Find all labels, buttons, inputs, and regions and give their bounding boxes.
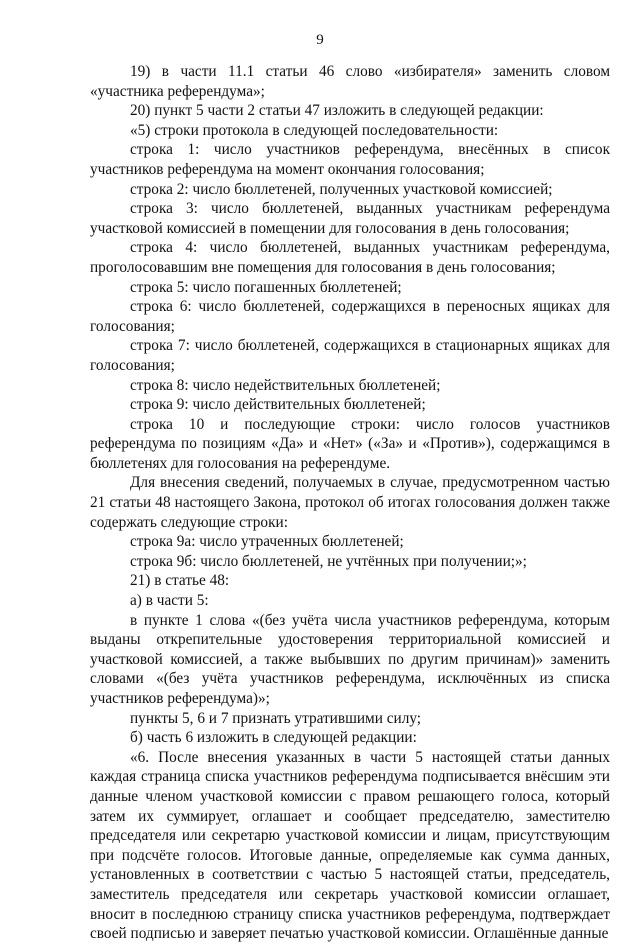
paragraph-point-1-change: в пункте 1 слова «(без учёта числа участников референдума, которым выданы открепительные удостоверения территориальной комиссией и участковой комиссией, а также выбывших по другим причинам)» заменить словами «(без учёта участников референдума, исключённых из списка участников референдума)»; [90,611,610,707]
document-body [90,62,610,944]
paragraph-line-8: строка 8: число недействительных бюллетеней; [130,376,441,394]
paragraph-line-3: строка 3: число бюллетеней, выданных участникам референдума участковой комиссией в помещении для голосования в день голосования; [90,200,610,237]
paragraph-line-5: строка 5: число погашенных бюллетеней; [130,278,402,296]
paragraph-line-7: строка 7: число бюллетеней, содержащихся в стационарных ящиках для голосования; [90,337,610,374]
paragraph-line-9: строка 9: число действительных бюллетеней; [130,396,426,414]
paragraph-part-6-text: «6. После внесения указанных в части 5 настоящей статьи данных каждая страница списка участников референдума подписывается внёсшим эти данные членом участковой комиссии с правом решающего голоса, который затем их суммирует, оглашает и сообщает председателю, заместителю председателя или секретарю участковой комиссии и лицам, присутствующим при подсчёте голосов. Итоговые данные, определяемые как сумма данных, установленных в соответствии с частью 5 настоящей статьи, председатель, заместитель председателя или секретарь участковой комиссии оглашает, вносит в последнюю страницу списка участников референдума, подтверждает своей подписью и заверяет печатью участковой комиссии. Оглашённые данные [90,748,610,943]
paragraph-line-10: строка 10 и последующие строки: число голосов участников референдума по позициям «Да» и «Нет» («За» и «Против»), содержащимся в бюллетенях для голосования на референдуме. [90,415,610,472]
paragraph-protocol-lines: «5) строки протокола в следующей последовательности: [130,121,499,139]
paragraph-additional-lines: Для внесения сведений, получаемых в случае, предусмотренном частью 21 статьи 48 настоящего Закона, протокол об итогах голосования должен также содержать следующие строки: [90,474,610,531]
paragraph-line-9a: строка 9а: число утраченных бюллетеней; [130,533,404,551]
paragraph-line-2: строка 2: число бюллетеней, полученных участковой комиссией; [130,180,553,198]
paragraph-subitem-b: б) часть 6 изложить в следующей редакции: [130,729,417,747]
paragraph-item-21: 21) в статье 48: [130,572,230,590]
paragraph-item-20: 20) пункт 5 части 2 статьи 47 изложить в следующей редакции: [130,102,544,120]
paragraph-points-repealed: пункты 5, 6 и 7 признать утратившими силу; [130,709,422,727]
paragraph-line-9b: строка 9б: число бюллетеней, не учтённых при получении;»; [130,552,527,570]
paragraph-line-6: строка 6: число бюллетеней, содержащихся в переносных ящиках для голосования; [90,298,610,335]
paragraph-line-1: строка 1: число участников референдума, внесённых в список участников референдума на момент окончания голосования; [90,141,610,178]
paragraph-item-19: 19) в части 11.1 статьи 46 слово «избирателя» заменить словом «участника референдума»; [90,63,610,100]
page-number: 9 [316,32,324,48]
paragraph-line-4: строка 4: число бюллетеней, выданных участникам референдума, проголосовавшим вне помещения для голосования в день голосования; [90,239,610,276]
paragraph-subitem-a: а) в части 5: [130,592,209,610]
